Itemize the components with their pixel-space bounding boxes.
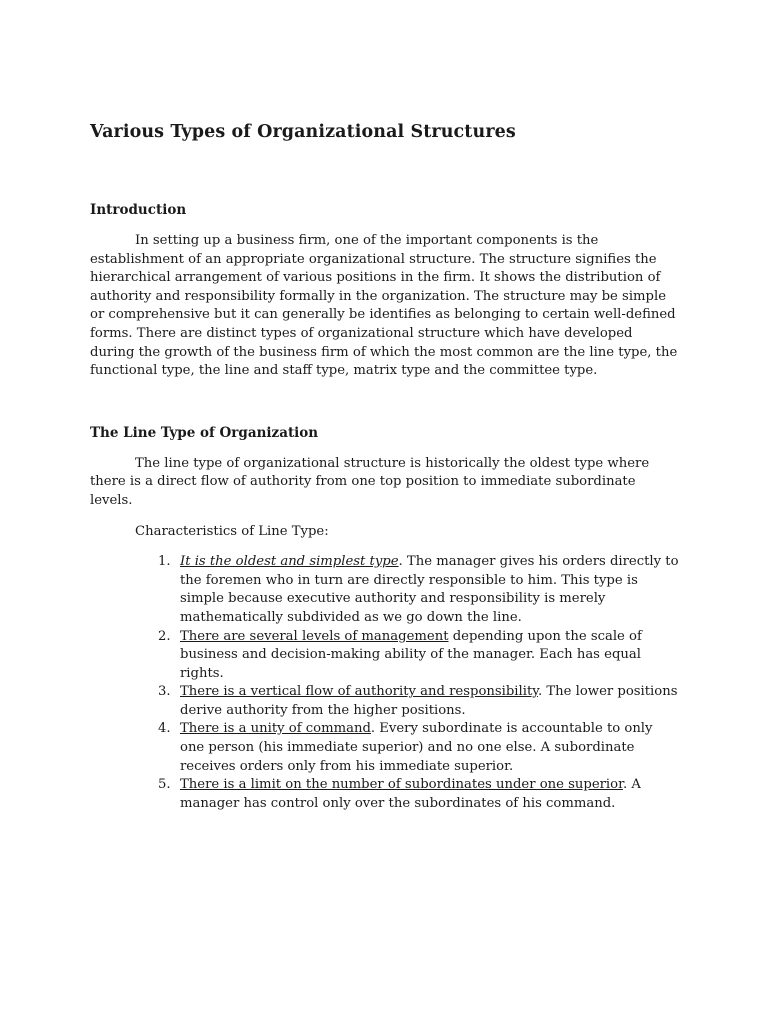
characteristic-text: . A manager has control only over the subordinates of his command. [180, 777, 641, 811]
characteristic-lead: There is a unity of command [180, 721, 371, 737]
characteristic-text: depending upon the scale of business and decision-making ability of the manager. Each has equal rights. [180, 628, 642, 681]
spacer [90, 381, 680, 424]
spacer [90, 511, 680, 523]
characteristic-item-5 [90, 776, 680, 813]
characteristic-lead: It is the oldest and simplest type [180, 554, 399, 570]
characteristics-list [90, 553, 680, 813]
introduction-heading: Introduction [90, 202, 187, 218]
characteristic-item-4 [90, 720, 680, 776]
characteristics-label: Characteristics of Line Type: [135, 523, 329, 539]
line-type-heading: The Line Type of Organization [90, 424, 319, 441]
spacer [90, 219, 680, 232]
introduction-paragraph: In setting up a business firm, one of the important components is the establishment of an appropriate organizational structure. The structure signifies the hierarchical arrangement of various positions in the firm. It shows the distribution of authority and responsibility formally in the organization. The structure may be simple or comprehensive but it can generally be identifies as belonging to certain well-defined forms. There are distinct types of organizational structure which have developed during the growth of the business firm of which the most common are the line type, the functional type, the line and staff type, matrix type and the committee type. [90, 233, 678, 379]
characteristic-number: 1. [158, 554, 171, 570]
characteristic-item-2 [90, 628, 680, 684]
line-type-paragraph: The line type of organizational structure is historically the oldest type where there is a direct flow of authority from one top position to immediate subordinate levels. [90, 455, 650, 508]
document-title: Various Types of Organizational Structures [90, 122, 516, 142]
characteristic-item-1 [90, 553, 680, 627]
characteristic-text: . The manager gives his orders directly to the foremen who in turn are directly responsible to him. This type is simple because executive authority and responsibility is merely mathematically subdivided as we go down the line. [180, 554, 679, 625]
characteristic-lead: There are several levels of management [180, 628, 449, 644]
characteristic-number: 4. [158, 721, 171, 737]
characteristic-text: . The lower positions derive authority from the higher positions. [180, 684, 678, 718]
characteristic-lead: There is a limit on the number of subordinates under one superior [180, 777, 623, 793]
characteristic-text: . Every subordinate is accountable to only one person (his immediate superior) and no one else. A subordinate receives orders only from his immediate superior. [180, 721, 653, 774]
spacer [90, 144, 680, 201]
characteristic-number: 5. [158, 777, 171, 793]
spacer [90, 541, 680, 553]
characteristic-item-3 [90, 683, 680, 720]
characteristic-lead: There is a vertical flow of authority and responsibility [180, 684, 538, 700]
characteristic-number: 2. [158, 628, 171, 644]
characteristic-number: 3. [158, 684, 171, 700]
document-content [90, 120, 680, 813]
spacer [90, 442, 680, 455]
